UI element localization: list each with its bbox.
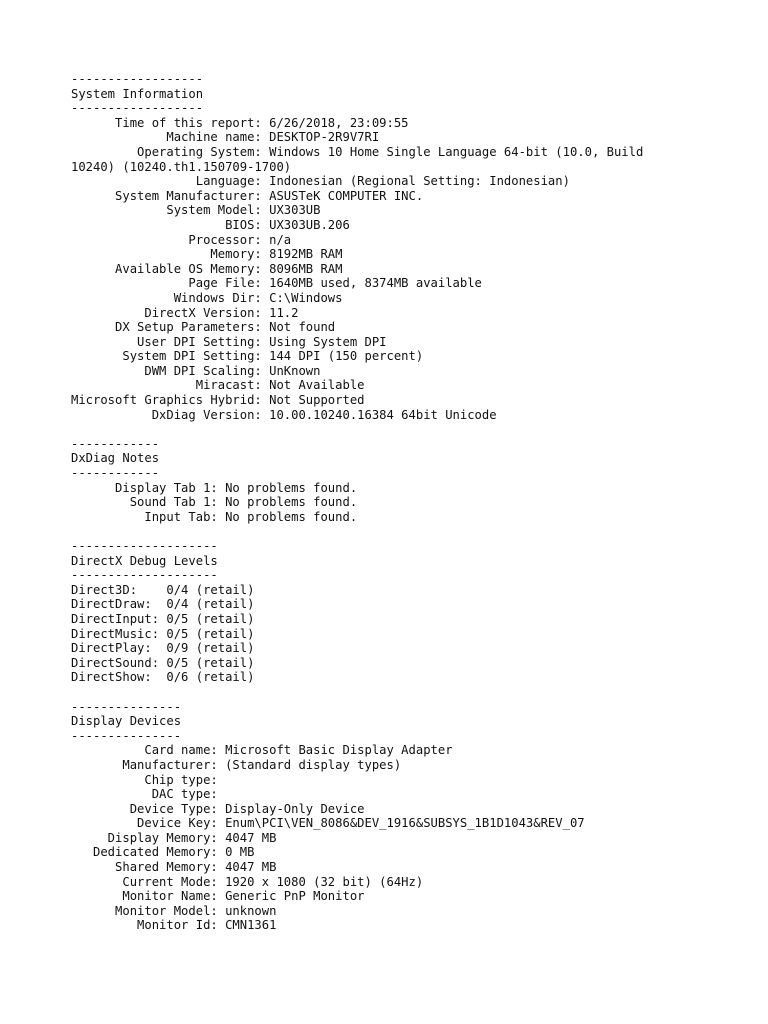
report-line: DirectX Version: 11.2 [71, 305, 299, 320]
report-line: Current Mode: 1920 x 1080 (32 bit) (64Hz) [71, 874, 424, 889]
report-line: Device Key: Enum\PCI\VEN_8086&DEV_1916&SUBSYS_1B1D1043&REV_07 [71, 816, 585, 831]
report-line: Available OS Memory: 8096MB RAM [71, 261, 343, 276]
blank-line [71, 685, 731, 700]
report-line: Shared Memory: 4047 MB [71, 860, 277, 875]
section-system-information [71, 72, 731, 422]
report-line: Time of this report: 6/26/2018, 23:09:55 [71, 115, 409, 130]
report-line: Monitor Model: unknown [71, 903, 277, 918]
report-line: DirectInput: 0/5 (retail) [71, 611, 255, 626]
report-line: Sound Tab 1: No problems found. [71, 495, 358, 510]
report-line: Chip type: [71, 772, 226, 787]
section-directx-debug-levels [71, 539, 731, 685]
report-line: Dedicated Memory: 0 MB [71, 845, 255, 860]
section-rule: --------------- [71, 728, 182, 743]
section-title: DxDiag Notes [71, 451, 160, 466]
dxdiag-report [71, 72, 731, 933]
report-line: Microsoft Graphics Hybrid: Not Supported [71, 393, 365, 408]
report-line: Manufacturer: (Standard display types) [71, 757, 402, 772]
report-line: Language: Indonesian (Regional Setting: Indonesian) [71, 174, 570, 189]
report-line: Card name: Microsoft Basic Display Adapter [71, 743, 453, 758]
section-display-devices [71, 700, 731, 934]
blank-line [71, 524, 731, 539]
report-line: Display Tab 1: No problems found. [71, 480, 358, 495]
report-line: Miracast: Not Available [71, 378, 365, 393]
report-line: Input Tab: No problems found. [71, 509, 358, 524]
report-line: Memory: 8192MB RAM [71, 247, 343, 262]
report-line: User DPI Setting: Using System DPI [71, 334, 387, 349]
section-rule: ------------------ [71, 101, 204, 116]
report-line: Processor: n/a [71, 232, 292, 247]
section-title: DirectX Debug Levels [71, 553, 218, 568]
report-line: DirectPlay: 0/9 (retail) [71, 641, 255, 656]
report-line: Operating System: Windows 10 Home Single Language 64-bit (10.0, Build [71, 144, 644, 159]
section-title: System Information [71, 86, 204, 101]
section-rule: -------------------- [71, 568, 218, 583]
report-line: DWM DPI Scaling: UnKnown [71, 363, 321, 378]
report-line: 10240) (10240.th1.150709-1700) [71, 159, 292, 174]
report-line: DirectMusic: 0/5 (retail) [71, 626, 255, 641]
section-dxdiag-notes [71, 437, 731, 525]
report-line: BIOS: UX303UB.206 [71, 217, 350, 232]
section-rule: -------------------- [71, 539, 218, 553]
blank-line [71, 422, 731, 437]
report-line: DirectDraw: 0/4 (retail) [71, 597, 255, 612]
report-line: DX Setup Parameters: Not found [71, 320, 336, 335]
section-rule: ------------ [71, 466, 160, 481]
report-line: DxDiag Version: 10.00.10240.16384 64bit Unicode [71, 407, 497, 422]
report-line: Monitor Id: CMN1361 [71, 918, 277, 933]
report-line: Page File: 1640MB used, 8374MB available [71, 276, 482, 291]
section-rule: --------------- [71, 699, 182, 714]
section-title: Display Devices [71, 714, 182, 729]
report-line: Machine name: DESKTOP-2R9V7RI [71, 130, 380, 145]
report-line: DirectShow: 0/6 (retail) [71, 670, 255, 685]
report-line: Direct3D: 0/4 (retail) [71, 582, 255, 597]
report-line: DAC type: [71, 787, 226, 802]
report-line: System Manufacturer: ASUSTeK COMPUTER INC. [71, 188, 424, 203]
report-line: Windows Dir: C:\Windows [71, 290, 343, 305]
report-line: System Model: UX303UB [71, 203, 321, 218]
report-line: Device Type: Display-Only Device [71, 801, 365, 816]
section-rule: ------------------ [71, 72, 204, 86]
report-line: Display Memory: 4047 MB [71, 830, 277, 845]
section-rule: ------------ [71, 436, 160, 451]
report-line: DirectSound: 0/5 (retail) [71, 655, 255, 670]
report-line: Monitor Name: Generic PnP Monitor [71, 889, 365, 904]
report-line: System DPI Setting: 144 DPI (150 percent) [71, 349, 424, 364]
